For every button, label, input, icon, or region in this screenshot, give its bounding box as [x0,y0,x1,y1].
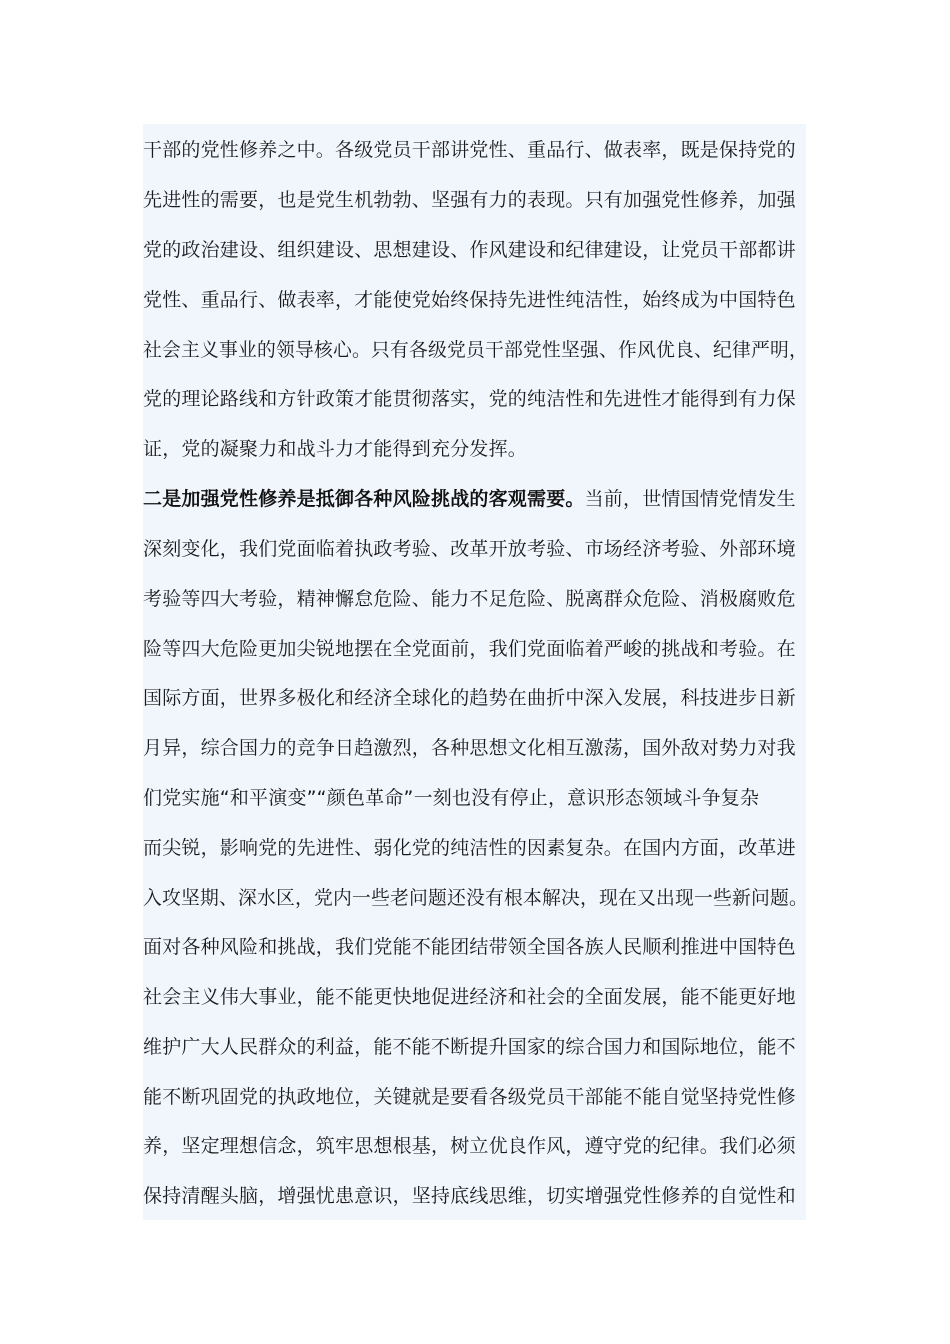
text-line: 保持清醒头脑，增强忧患意识，坚持底线思维，切实增强党性修养的自觉性和 [143,1185,796,1207]
paragraph-heading: 二是加强党性修养是抵御各种风险挑战的客观需要。 [143,488,585,510]
text-line: 险等四大危险更加尖锐地摆在全党面前，我们党面临着严峻的挑战和考验。在 [143,638,796,660]
text-segment: 当前，世情国情党情发生 [584,488,796,510]
text-line: 入攻坚期、深水区，党内一些老问题还没有根本解决，现在又出现一些新问题。 [143,887,809,909]
text-line: 们党实施“和平演变”“颜色革命”一刻也没有停止，意识形态领域斗争复杂 [143,787,760,809]
text-line: 深刻变化，我们党面临着执政考验、改革开放考验、市场经济考验、外部环境 [143,538,796,560]
text-line: 先进性的需要，也是党生机勃勃、坚强有力的表现。只有加强党性修养，加强 [143,189,796,211]
text-line: 党的政治建设、组织建设、思想建设、作风建设和纪律建设，让党员干部都讲 [143,239,796,261]
text-line: 养，坚定理想信念，筑牢思想根基，树立优良作风，遵守党的纪律。我们必须 [143,1135,796,1157]
text-line: 能不断巩固党的执政地位，关键就是要看各级党员干部能不能自觉坚持党性修 [143,1086,796,1108]
text-line: 而尖锐，影响党的先进性、弱化党的纯洁性的因素复杂。在国内方面，改革进 [143,837,796,859]
text-line: 月异，综合国力的竞争日趋激烈，各种思想文化相互激荡，国外敌对势力对我 [143,737,796,759]
text-line: 国际方面，世界多极化和经济全球化的趋势在曲折中深入发展，科技进步日新 [143,687,796,709]
text-line: 维护广大人民群众的利益，能不能不断提升国家的综合国力和国际地位，能不 [143,1036,796,1058]
text-line: 证，党的凝聚力和战斗力才能得到充分发挥。 [143,438,528,460]
text-line: 干部的党性修养之中。各级党员干部讲党性、重品行、做表率，既是保持党的 [143,139,796,161]
text-line: 党的理论路线和方针政策才能贯彻落实，党的纯洁性和先进性才能得到有力保 [143,388,796,410]
paragraph-heading-line [143,474,796,524]
text-line: 社会主义事业的领导核心。只有各级党员干部党性坚强、作风优良、纪律严明， [143,339,809,361]
text-line: 考验等四大考验，精神懈怠危险、能力不足危险、脱离群众危险、消极腐败危 [143,588,796,610]
text-line: 党性、重品行、做表率，才能使党始终保持先进性纯洁性，始终成为中国特色 [143,289,796,311]
text-line: 面对各种风险和挑战，我们党能不能团结带领全国各族人民顺利推进中国特色 [143,936,796,958]
text-line: 社会主义伟大事业，能不能更快地促进经济和社会的全面发展，能不能更好地 [143,986,796,1008]
